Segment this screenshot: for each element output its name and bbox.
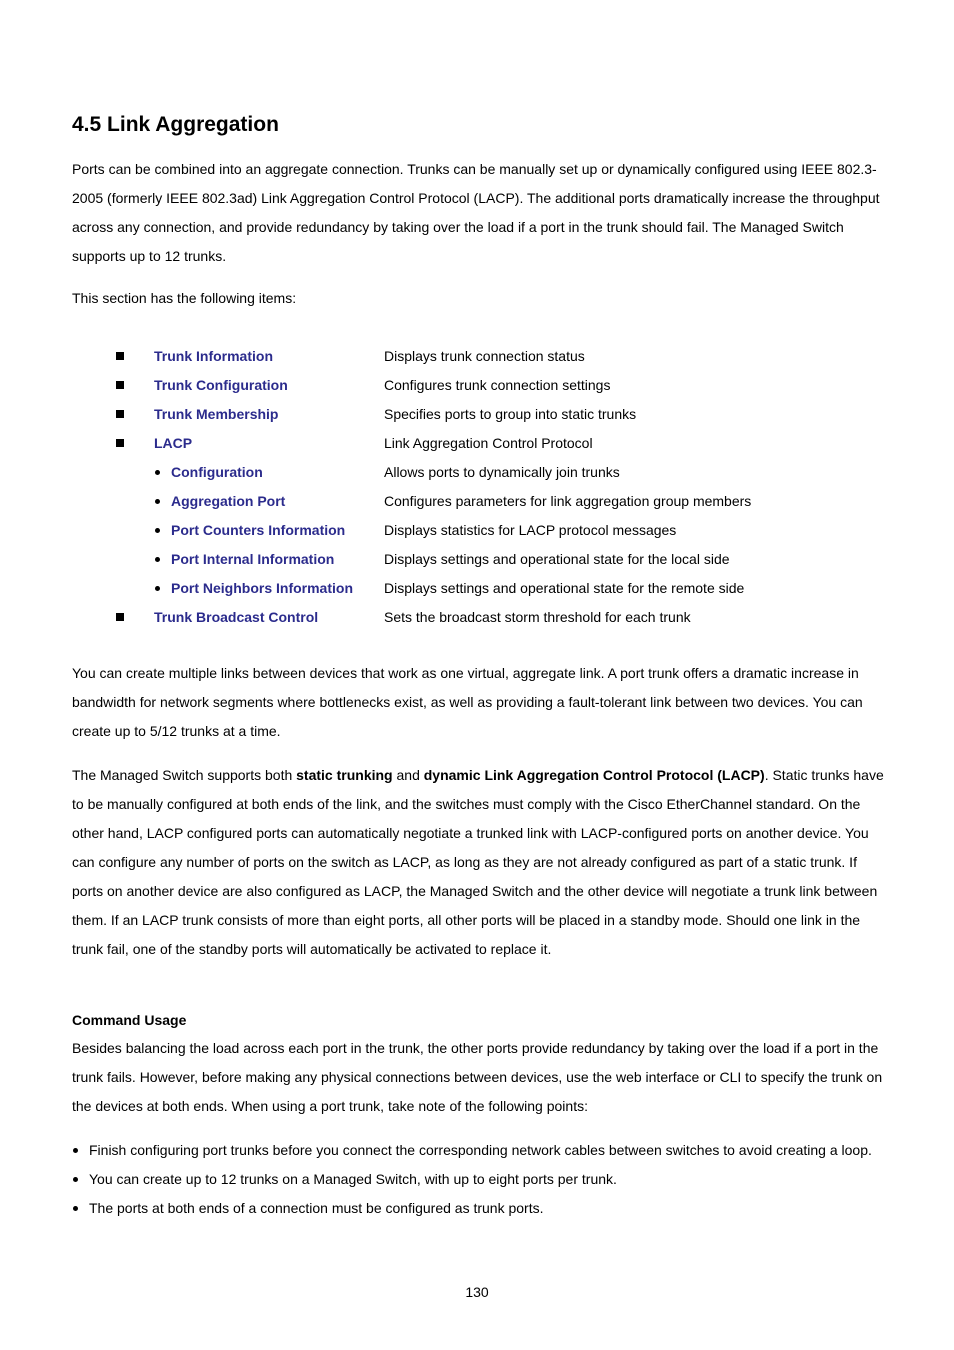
item-description: Displays settings and operational state for the remote side: [384, 580, 745, 596]
list-item: [72, 458, 884, 487]
list-item: [72, 371, 884, 400]
item-link[interactable]: Port Internal Information: [171, 551, 335, 567]
list-item: [72, 400, 884, 429]
round-bullet-icon: [155, 557, 160, 562]
list-item: [72, 574, 884, 603]
command-usage-heading: Command Usage: [72, 1012, 187, 1028]
item-description: Link Aggregation Control Protocol: [384, 435, 593, 451]
square-bullet-icon: [116, 439, 124, 447]
command-usage-paragraph: Besides balancing the load across each port in the trunk, the other ports provide redundancy by taking over the load if a port in the trunk fails. However, before making any physical connections between devices, use the web interface or CLI to specify the trunk on the devices at both ends. When using a port trunk, take note of the following points:: [72, 1040, 883, 1114]
bullet-icon: [73, 1206, 78, 1211]
static-text-pre: The Managed Switch supports both: [72, 767, 297, 783]
item-link[interactable]: Port Counters Information: [171, 522, 346, 538]
intro-paragraph: Ports can be combined into an aggregate connection. Trunks can be manually set up or dynamically configured using IEEE 802.3-2005 (formerly IEEE 802.3ad) Link Aggregation Control Protocol (LACP). The additional ports dramatically increase the throughput across any connection, and provide redundancy by taking over the load if a port in the trunk should fail. The Managed Switch supports up to 12 trunks.: [72, 161, 880, 264]
bullet-text: The ports at both ends of a connection must be configured as trunk ports.: [89, 1200, 544, 1216]
items-intro: This section has the following items:: [72, 290, 297, 306]
round-bullet-icon: [155, 528, 160, 533]
item-link[interactable]: Port Neighbors Information: [171, 580, 353, 596]
static-lacp-paragraph: [72, 761, 884, 964]
bullet-text: You can create up to 12 trunks on a Managed Switch, with up to eight ports per trunk.: [89, 1171, 617, 1187]
round-bullet-icon: [155, 586, 160, 591]
item-link[interactable]: LACP: [154, 435, 193, 451]
list-item: [72, 1194, 884, 1223]
item-description: Specifies ports to group into static trunks: [384, 406, 637, 422]
list-item: [72, 429, 884, 458]
item-link[interactable]: Trunk Configuration: [154, 377, 288, 393]
section-heading: 4.5 Link Aggregation: [72, 113, 279, 136]
item-description: Displays trunk connection status: [384, 348, 585, 364]
list-item: [72, 487, 884, 516]
lacp-term: dynamic Link Aggregation Control Protocol (LACP): [423, 767, 765, 783]
item-link[interactable]: Trunk Membership: [154, 406, 279, 422]
item-description: Configures trunk connection settings: [384, 377, 611, 393]
item-description: Allows ports to dynamically join trunks: [384, 464, 620, 480]
page-number: 130: [465, 1284, 489, 1300]
list-item: [72, 1165, 884, 1194]
item-description: Displays statistics for LACP protocol messages: [384, 522, 677, 538]
multi-link-paragraph: You can create multiple links between devices that work as one virtual, aggregate link. A port trunk offers a dramatic increase in bandwidth for network segments where bottlenecks exist, as well as providing a fault-tolerant link between two devices. You can create up to 5/12 trunks at a time.: [72, 665, 863, 739]
list-item: [72, 1136, 884, 1165]
item-link[interactable]: Trunk Broadcast Control: [154, 609, 319, 625]
square-bullet-icon: [116, 613, 124, 621]
item-description: Displays settings and operational state for the local side: [384, 551, 730, 567]
list-item: [72, 603, 884, 632]
round-bullet-icon: [155, 470, 160, 475]
item-link[interactable]: Configuration: [171, 464, 263, 480]
bullet-text: Finish configuring port trunks before you connect the corresponding network cables between switches to avoid creating a loop.: [89, 1142, 872, 1158]
list-item: [72, 545, 884, 574]
square-bullet-icon: [116, 410, 124, 418]
item-list: [72, 342, 884, 632]
square-bullet-icon: [116, 352, 124, 360]
square-bullet-icon: [116, 381, 124, 389]
item-link[interactable]: Aggregation Port: [171, 493, 286, 509]
list-item: [72, 342, 884, 371]
bullet-icon: [73, 1177, 78, 1182]
static-text-post: . Static trunks have to be manually configured at both ends of the link, and the switches must comply with the Cisco EtherChannel standard. On the other hand, LACP configured ports can automatically negotiate a trunked link with LACP-configured ports on another device. You can configure any number of ports on the switch as LACP, as long as they are not already configured as part of a static trunk. If ports on another device are also configured as LACP, the Managed Switch and the other device will negotiate a trunk link between them. If an LACP trunk consists of more than eight ports, all other ports will be placed in a standby mode. Should one link in the trunk fail, one of the standby ports will automatically be activated to replace it.: [72, 767, 884, 957]
list-item: [72, 516, 884, 545]
item-link[interactable]: Trunk Information: [154, 348, 273, 364]
item-description: Sets the broadcast storm threshold for each trunk: [384, 609, 691, 625]
bullet-icon: [73, 1148, 78, 1153]
static-trunking-term: static trunking: [296, 767, 393, 783]
static-text-mid: and: [392, 767, 424, 783]
item-description: Configures parameters for link aggregation group members: [384, 493, 752, 509]
round-bullet-icon: [155, 499, 160, 504]
command-usage-bullets: [72, 1136, 884, 1223]
